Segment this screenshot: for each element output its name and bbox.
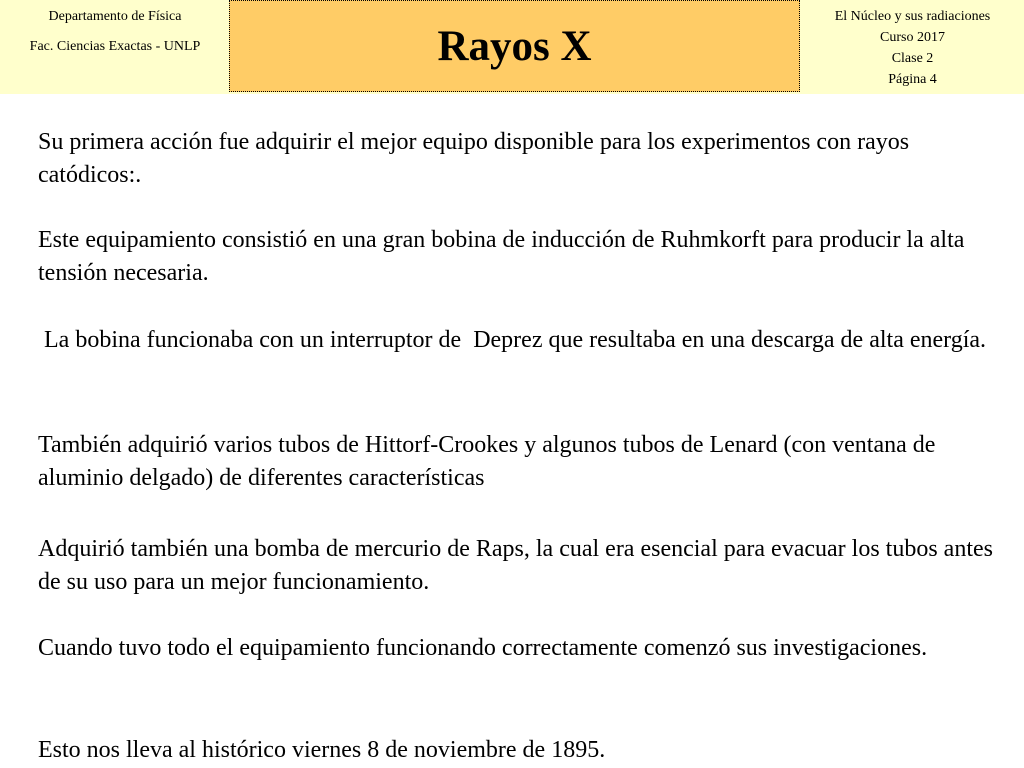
course-name: El Núcleo y sus radiaciones — [834, 9, 991, 24]
paragraph-deprez-interrupter: La bobina funcionaba con un interruptor de Deprez que resultaba en una descarga de alta energía. — [38, 327, 987, 353]
header-course-block — [801, 0, 1024, 94]
header-department-block — [0, 0, 230, 94]
paragraph-mercury-pump: Adquirió también una bomba de mercurio de Raps, la cual era esencial para evacuar los tubos antes de su uso para un mejor funcionamiento. — [38, 536, 993, 595]
faculty-label: Fac. Ciencias Exactas - UNLP — [29, 39, 201, 54]
paragraph-equipment-acquisition: Su primera acción fue adquirir el mejor equipo disponible para los experimentos con rayos catódicos:. — [38, 129, 910, 188]
department-label: Departamento de Física — [48, 9, 182, 24]
paragraph-induction-coil: Este equipamiento consistió en una gran bobina de inducción de Ruhmkorft para producir la alta tensión necesaria. — [38, 227, 965, 286]
course-year: Curso 2017 — [880, 30, 945, 45]
paragraph-tubes: También adquirió varios tubos de Hittorf-Crookes y algunos tubos de Lenard (con ventana de aluminio delgado) de diferentes características — [38, 432, 936, 491]
slide-title: Rayos X — [437, 23, 592, 70]
paragraph-historic-date: Esto nos lleva al histórico viernes 8 de noviembre de 1895. — [38, 737, 606, 763]
title-box — [229, 0, 800, 92]
class-number: Clase 2 — [891, 51, 934, 66]
page-number: Página 4 — [888, 72, 937, 87]
paragraph-investigations: Cuando tuvo todo el equipamiento funcionando correctamente comenzó sus investigaciones. — [38, 635, 928, 661]
slide-header — [0, 0, 1024, 94]
